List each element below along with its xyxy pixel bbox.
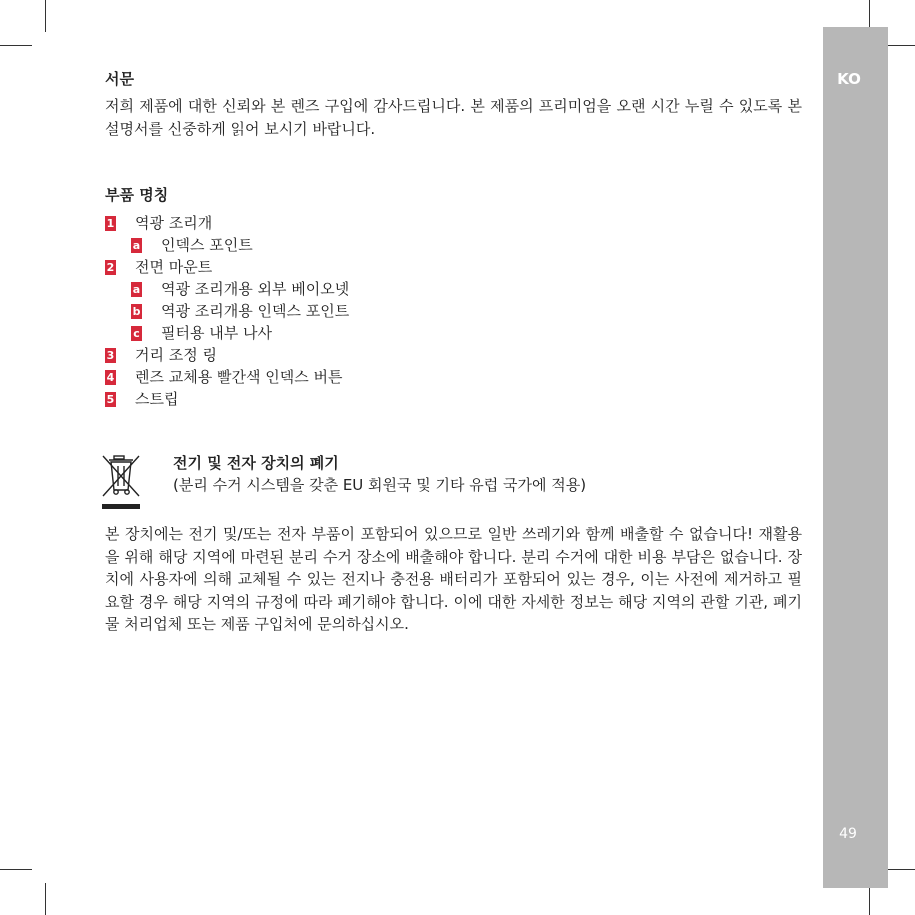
parts-title: 부품 명칭 <box>105 186 169 204</box>
part-letter-badge: b <box>132 304 141 318</box>
part-number-badge: 5 <box>106 392 115 406</box>
part-label: 렌즈 교체용 빨간색 인덱스 버튼 <box>135 368 343 386</box>
part-label: 거리 조정 링 <box>135 346 217 364</box>
part-letter-badge: c <box>131 326 142 341</box>
disposal-section <box>105 523 802 636</box>
intro-title: 서문 <box>105 70 134 88</box>
part-label: 역광 조리개용 외부 베이오넷 <box>161 280 350 298</box>
part-item <box>105 212 802 234</box>
disposal-subtitle: (분리 수거 시스템을 갖춘 EU 회원국 및 기타 유럽 국가에 적용) <box>173 476 587 494</box>
crop-mark <box>45 0 46 32</box>
crop-mark <box>45 883 46 915</box>
part-item <box>105 256 802 278</box>
part-letter-badge: a <box>132 282 141 296</box>
intro-text: 저희 제품에 대한 신뢰와 본 렌즈 구입에 감사드립니다. 본 제품의 프리미엄을 오랜 시간 누릴 수 있도록 본 설명서를 신중하게 읽어 보시기 바랍니다. <box>105 97 802 138</box>
part-label: 필터용 내부 나사 <box>161 324 272 342</box>
part-label: 인덱스 포인트 <box>161 236 253 254</box>
part-label: 역광 조리개용 인덱스 포인트 <box>161 302 350 320</box>
part-subitem <box>105 322 802 344</box>
part-subitem <box>105 300 802 322</box>
crop-mark <box>0 869 32 870</box>
crop-mark <box>0 45 32 46</box>
part-letter-badge: a <box>132 238 141 252</box>
part-number-badge: 4 <box>106 370 115 384</box>
part-subitem <box>105 278 802 300</box>
part-label: 역광 조리개 <box>135 214 213 232</box>
language-label: KO <box>837 70 861 88</box>
crossed-out-wheelie-bin-icon <box>100 452 142 510</box>
parts-list <box>105 212 802 410</box>
disposal-title: 전기 및 전자 장치의 폐기 <box>173 454 339 472</box>
part-number-badge: 3 <box>106 348 115 362</box>
part-number-badge: 1 <box>106 216 115 230</box>
part-number-badge: 2 <box>106 260 115 274</box>
part-label: 스트립 <box>135 390 179 408</box>
language-sidebar <box>823 27 888 888</box>
part-item <box>105 388 802 410</box>
intro-section <box>105 68 802 140</box>
disposal-text: 본 장치에는 전기 및/또는 전자 부품이 포함되어 있으므로 일반 쓰레기와 함께 배출할 수 없습니다! 재활용을 위해 해당 지역에 마련된 분리 수거 장소에 배출해야 합니다. 분리 수거에 대한 비용 부담은 없습니다. 장치에 사용자에 의해 교체될 수 있는 전지나 충전용 배터리가 포함되어 있는 경우, 이는 사전에 제거하고 필요할 경우 해당 지역의 규정에 따라 폐기해야 합니다. 이에 대한 자세한 정보는 해당 지역의 관할 기관, 폐기물 처리업체 또는 제품 구입처에 문의하십시오. <box>105 525 802 633</box>
part-subitem <box>105 234 802 256</box>
part-label: 전면 마운트 <box>135 258 213 276</box>
part-item <box>105 344 802 366</box>
part-item <box>105 366 802 388</box>
page-number: 49 <box>839 826 857 842</box>
parts-section <box>105 184 802 410</box>
